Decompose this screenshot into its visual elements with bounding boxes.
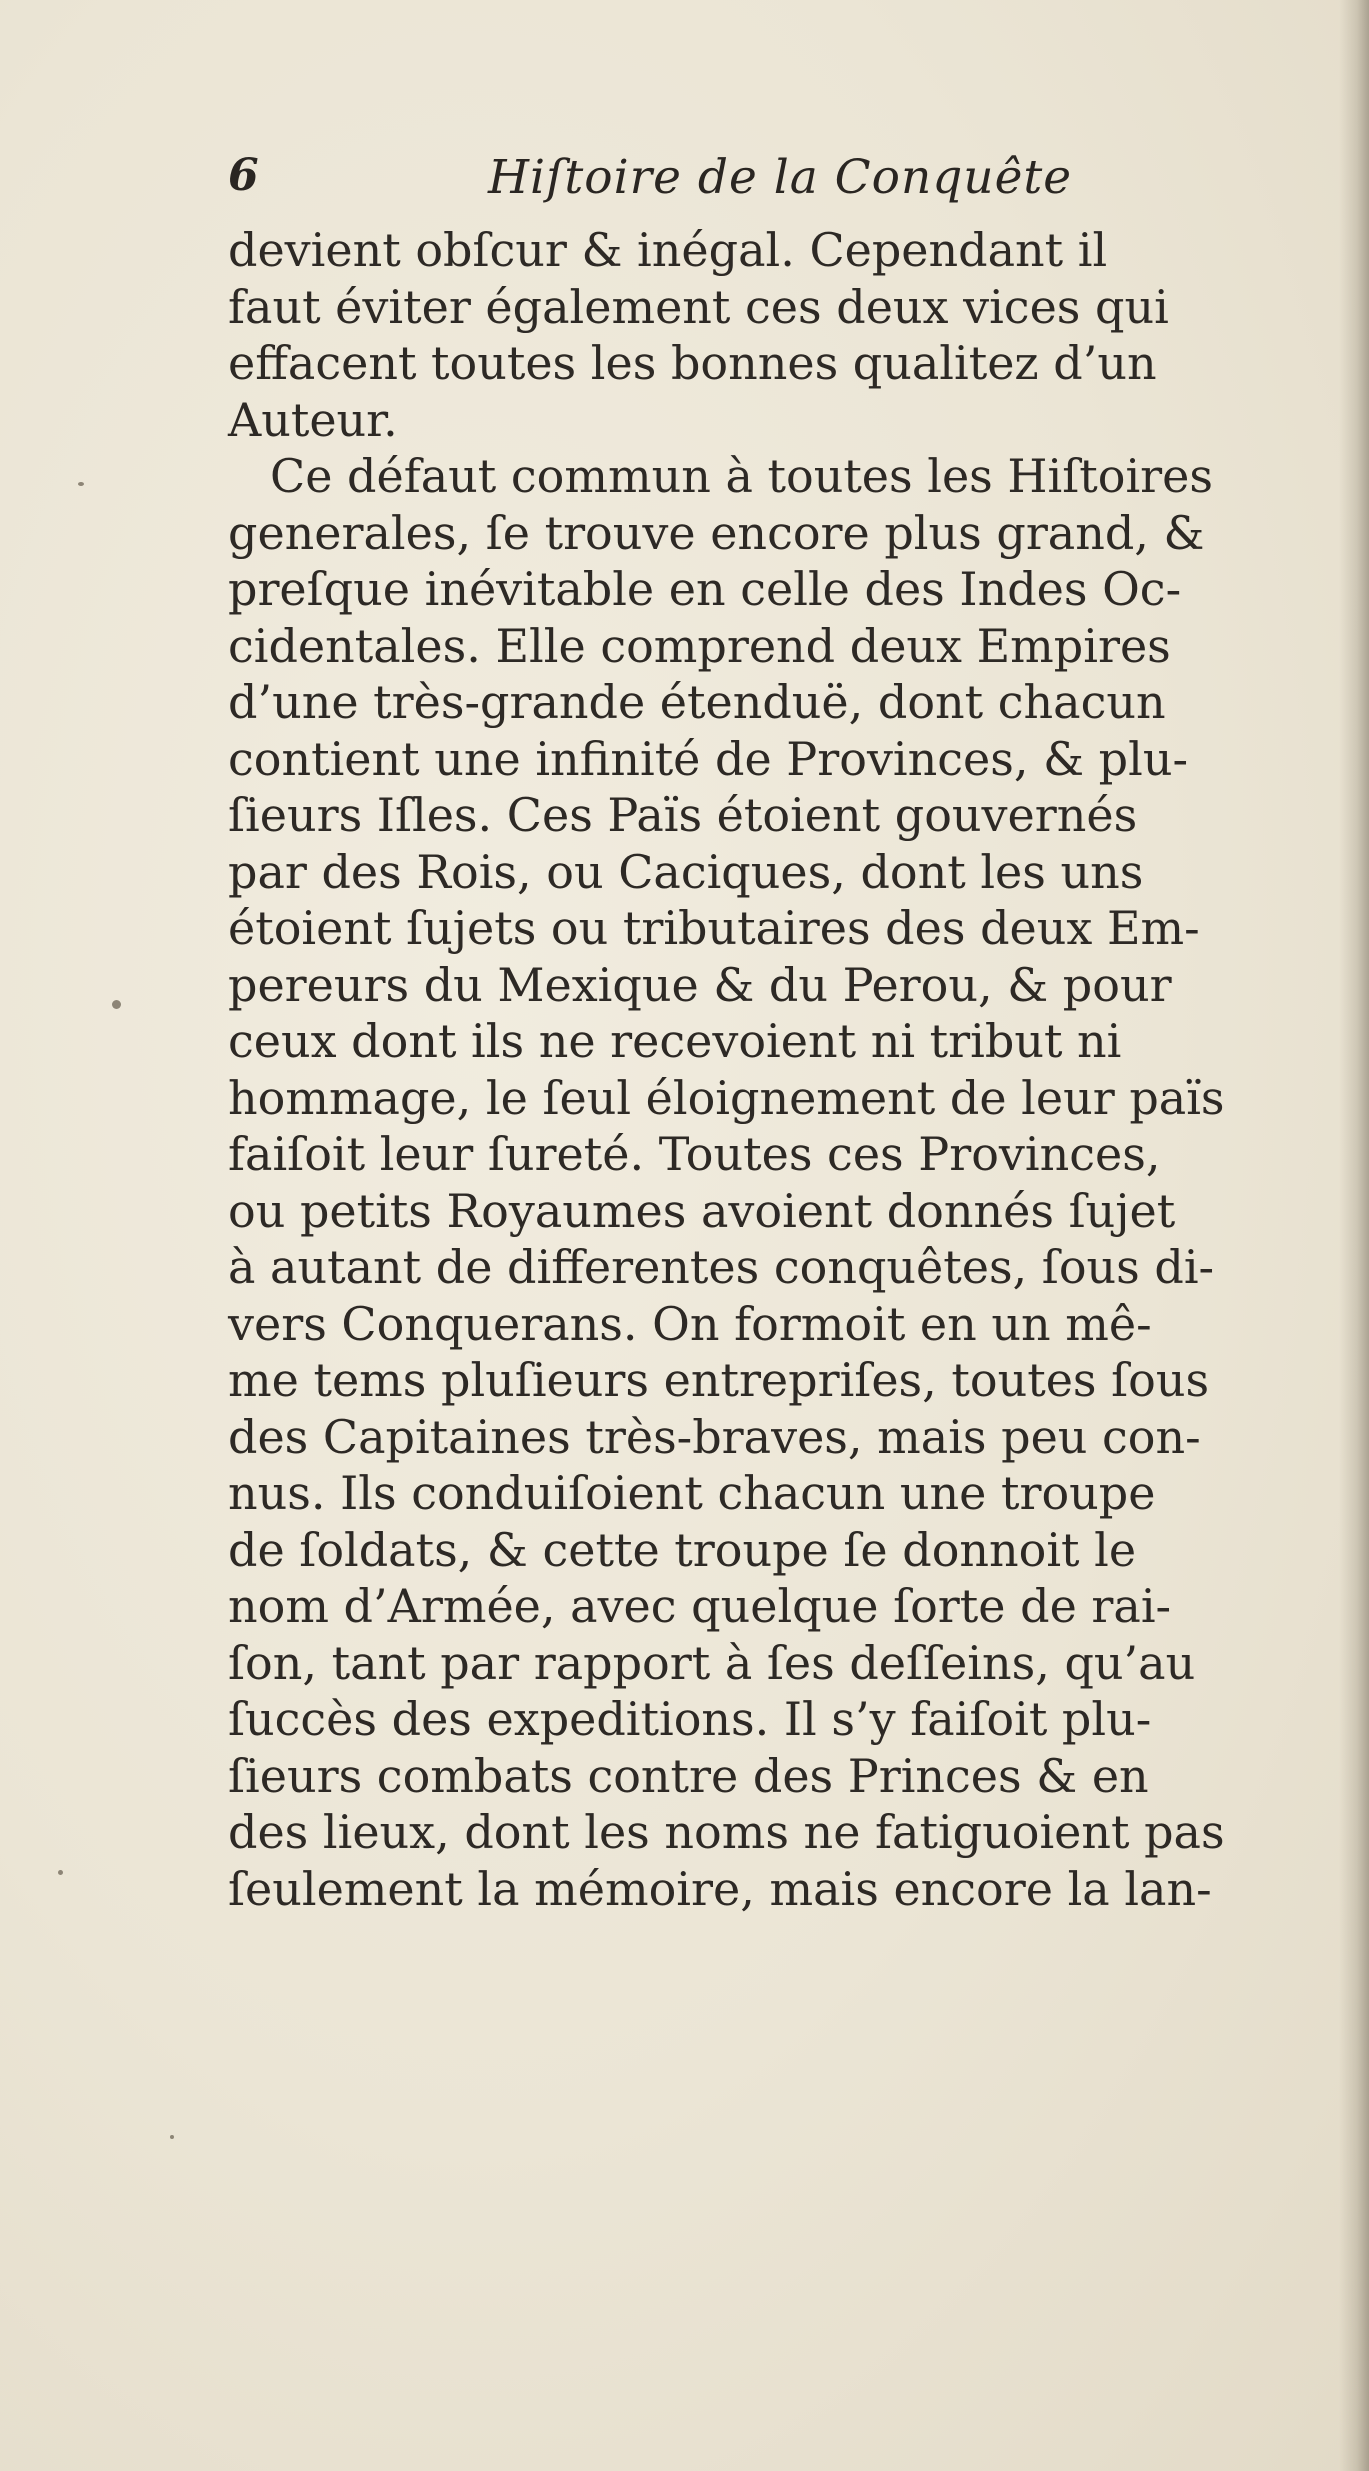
text-line: pereurs du Mexique & du Perou, & pour — [228, 957, 1172, 1012]
text-line: étoient ſujets ou tributaires des deux Em- — [228, 901, 1200, 955]
paper-speck — [112, 1000, 121, 1009]
text-line: faiſoit leur ſureté. Toutes ces Provinces, — [228, 1127, 1161, 1181]
text-line: à autant de differentes conquêtes, ſous di- — [228, 1240, 1215, 1294]
page-number: 6 — [228, 150, 259, 201]
text-line: preſque inévitable en celle des Indes Oc- — [228, 562, 1182, 616]
text-line: nom d’Armée, avec quelque ſorte de rai- — [228, 1579, 1172, 1633]
text-line: ou petits Royaumes avoient donnés ſujet — [228, 1183, 1176, 1238]
text-line: d’une très-grande étenduë, dont chacun — [228, 675, 1166, 729]
paper-speck — [170, 2135, 174, 2139]
text-line: me tems pluſieurs entrepriſes, toutes ſous — [228, 1353, 1210, 1407]
text-line: effacent toutes les bonnes qualitez d’un — [228, 336, 1157, 390]
text-line: generales, ſe trouve encore plus grand, & — [228, 505, 1205, 560]
text-line: ſieurs combats contre des Princes & en — [228, 1748, 1149, 1803]
text-line: contient une infinité de Provinces, & plu- — [228, 731, 1189, 786]
text-line: vers Conquerans. On formoit en un mê- — [228, 1296, 1152, 1351]
text-line: ſeulement la mémoire, mais encore la lan- — [228, 1861, 1212, 1916]
text-line: par des Rois, ou Caciques, dont les uns — [228, 844, 1144, 899]
paper-speck — [78, 482, 84, 486]
text-line: ſuccès des expeditions. Il s’y faiſoit plu- — [228, 1692, 1152, 1746]
page-header — [228, 150, 1228, 212]
text-line: des lieux, dont les noms ne fatiguoient pas — [228, 1805, 1225, 1859]
running-title: Hiſtoire de la Conquête — [488, 150, 1073, 205]
text-line: des Capitaines très-braves, mais peu con- — [228, 1409, 1201, 1464]
text-line: nus. Ils conduiſoient chacun une troupe — [228, 1466, 1156, 1520]
gutter-shadow — [1339, 0, 1369, 2471]
text-line: cidentales. Elle comprend deux Empires — [228, 618, 1171, 673]
text-line: ſieurs Iſles. Ces Païs étoient gouvernés — [228, 788, 1138, 842]
text-line: devient obſcur & inégal. Cependant il — [228, 223, 1108, 277]
text-line: ceux dont ils ne recevoient ni tribut ni — [228, 1014, 1122, 1068]
body-text — [228, 222, 1328, 1917]
paragraph-start-line: Ce défaut commun à toutes les Hiſtoires — [270, 449, 1213, 503]
paper-speck — [58, 1870, 63, 1875]
text-line: hommage, le ſeul éloignement de leur païs — [228, 1070, 1225, 1125]
text-line: faut éviter également ces deux vices qui — [228, 279, 1169, 334]
text-line: de ſoldats, & cette troupe ſe donnoit le — [228, 1522, 1137, 1577]
text-line: ſon, tant par rapport à ſes deſſeins, qu’au — [228, 1635, 1196, 1690]
text-line: Auteur. — [228, 392, 398, 447]
